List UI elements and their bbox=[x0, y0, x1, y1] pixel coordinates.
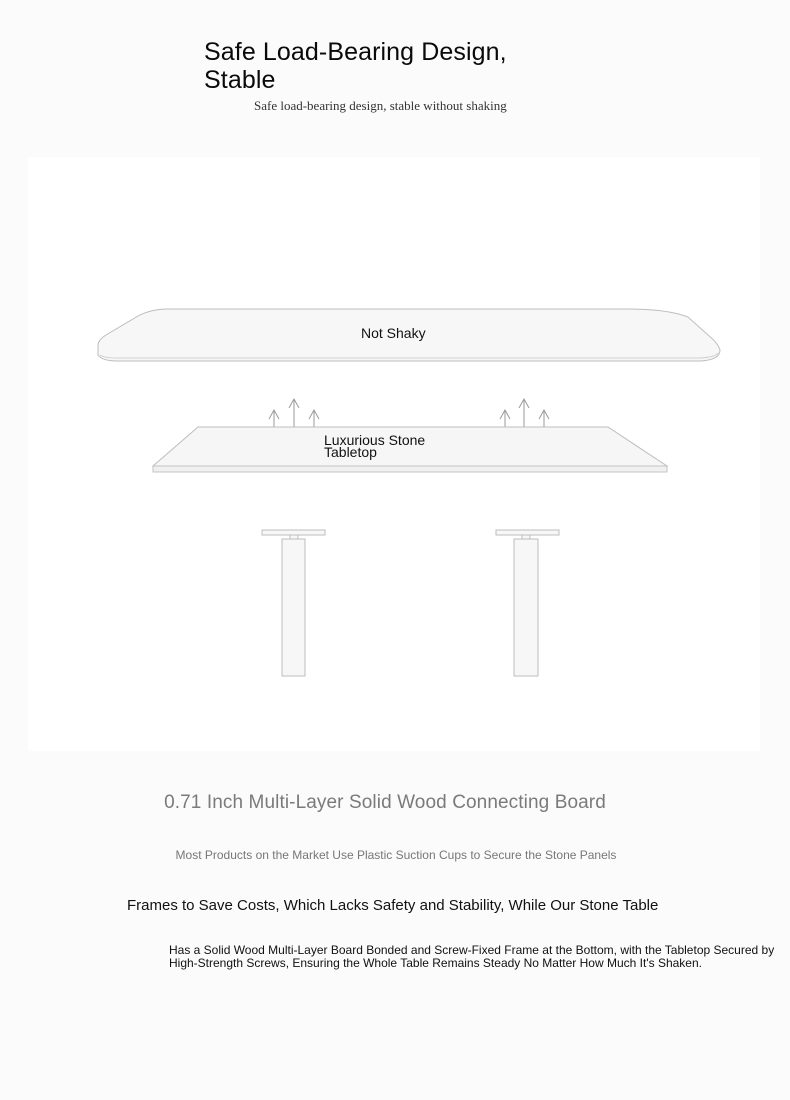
description-line-2: Frames to Save Costs, Which Lacks Safety and Stability, While Our Stone Table bbox=[127, 897, 659, 914]
description-line-3: Has a Solid Wood Multi-Layer Board Bonded and Screw-Fixed Frame at the Bottom, with the Tabletop Secured by High-Strength Screws, Ensuring the Whole Table Remains Steady No Matter How Much It's Shaken. bbox=[169, 943, 775, 970]
leg-left bbox=[262, 530, 325, 676]
label-stone-tabletop: Luxurious Stone Tabletop bbox=[324, 432, 426, 460]
leg-right bbox=[496, 530, 559, 676]
page-title: Safe Load-Bearing Design, Stable bbox=[204, 38, 507, 94]
exploded-table-diagram bbox=[28, 157, 760, 751]
description-line-1: Most Products on the Market Use Plastic Suction Cups to Secure the Stone Panels bbox=[175, 848, 617, 862]
page-subtitle: Safe load-bearing design, stable without shaking bbox=[254, 98, 507, 113]
section-heading: 0.71 Inch Multi-Layer Solid Wood Connecting Board bbox=[164, 792, 606, 813]
label-not-shaky: Not Shaky bbox=[361, 325, 426, 341]
